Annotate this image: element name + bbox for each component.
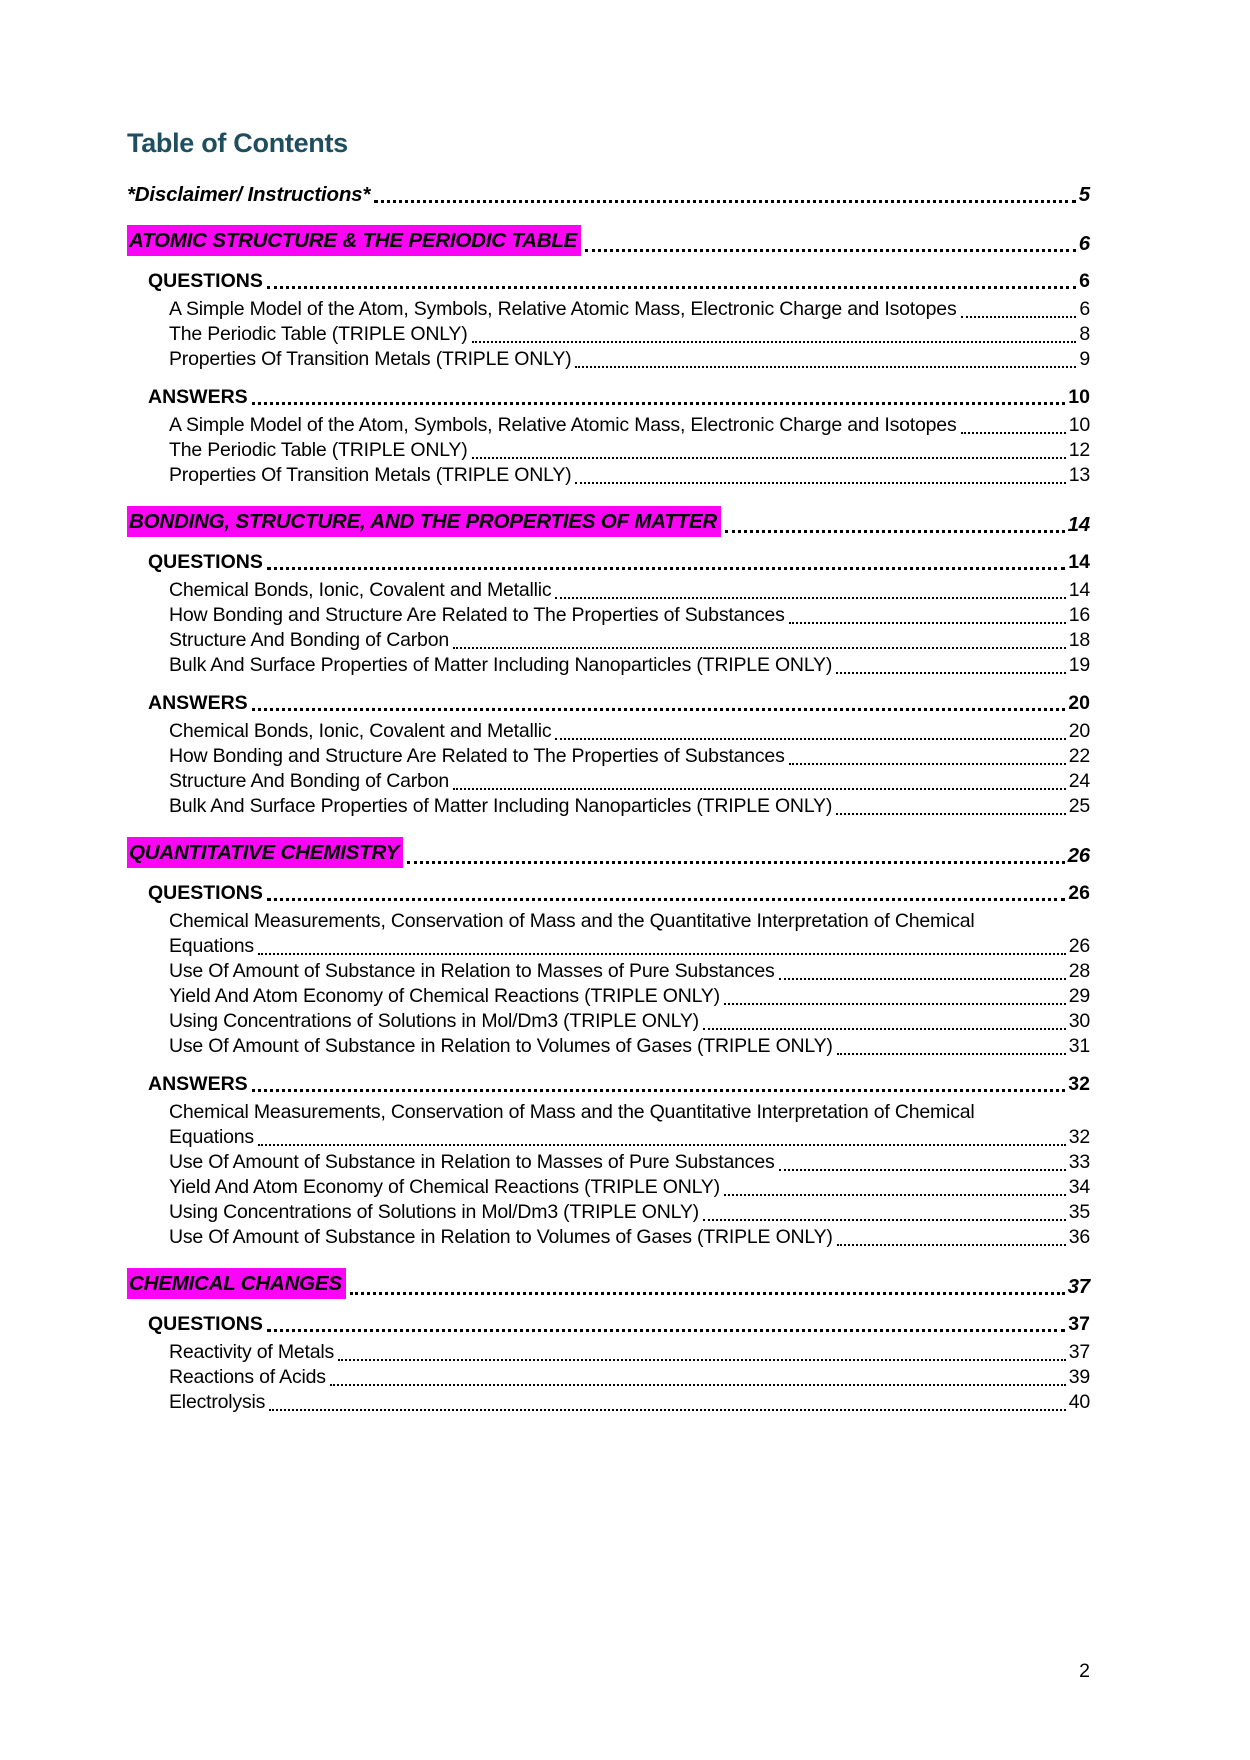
- toc-item[interactable]: [127, 1390, 1090, 1415]
- toc-entry-label: ANSWERS: [148, 692, 248, 714]
- toc-entry-label: Reactions of Acids: [169, 1366, 326, 1388]
- dot-leader: [252, 708, 1066, 711]
- toc-item[interactable]: [127, 1200, 1090, 1225]
- toc-item[interactable]: [127, 744, 1090, 769]
- toc-item[interactable]: [127, 603, 1090, 628]
- toc-page-number: 34: [1068, 1176, 1090, 1198]
- toc-entry-label: QUESTIONS: [148, 270, 263, 292]
- dot-leader: [836, 672, 1066, 674]
- toc-item[interactable]: [127, 347, 1090, 372]
- toc-item[interactable]: [127, 909, 1090, 959]
- toc-item[interactable]: [127, 1009, 1090, 1034]
- dot-leader: [837, 1053, 1066, 1055]
- dot-leader: [724, 1194, 1066, 1196]
- toc-section-quantitative-chemistry[interactable]: [127, 837, 1090, 868]
- toc-page-number: 8: [1079, 323, 1090, 345]
- toc-page-number: 20: [1068, 692, 1090, 714]
- toc-item[interactable]: [127, 1100, 1090, 1150]
- toc-page-number: 40: [1068, 1391, 1090, 1413]
- dot-leader: [575, 366, 1076, 368]
- toc-entry-label-highlighted: ATOMIC STRUCTURE & THE PERIODIC TABLE: [127, 225, 581, 256]
- dot-leader: [703, 1219, 1066, 1221]
- toc-item[interactable]: [127, 1225, 1090, 1250]
- toc-entry-label: Bulk And Surface Properties of Matter Including Nanoparticles (TRIPLE ONLY): [169, 795, 833, 817]
- toc-entry-label: Use Of Amount of Substance in Relation to Masses of Pure Substances: [169, 960, 775, 982]
- toc-item[interactable]: [127, 984, 1090, 1009]
- dot-leader: [252, 402, 1066, 405]
- toc-entry-label: QUESTIONS: [148, 551, 263, 573]
- toc-entry-label: The Periodic Table (TRIPLE ONLY): [169, 323, 468, 345]
- toc-entry-label: Use Of Amount of Substance in Relation to Volumes of Gases (TRIPLE ONLY): [169, 1226, 833, 1248]
- toc-item[interactable]: [127, 438, 1090, 463]
- toc-page-number: 37: [1067, 1275, 1090, 1298]
- toc-subheading-answers[interactable]: [127, 692, 1090, 715]
- toc-entry-label: Structure And Bonding of Carbon: [169, 770, 449, 792]
- toc-entry-label: Yield And Atom Economy of Chemical Reactions (TRIPLE ONLY): [169, 985, 720, 1007]
- toc-subheading-answers[interactable]: [127, 1073, 1090, 1096]
- toc-item[interactable]: [127, 653, 1090, 678]
- dot-leader: [789, 763, 1066, 765]
- toc-entry-label: Chemical Bonds, Ionic, Covalent and Metallic: [169, 579, 552, 601]
- toc-entry-label: QUESTIONS: [148, 1313, 263, 1335]
- dot-leader: [267, 898, 1065, 901]
- toc-entry-label-highlighted: CHEMICAL CHANGES: [127, 1268, 346, 1299]
- toc-page-number: 36: [1068, 1226, 1090, 1248]
- toc-page-number: 25: [1068, 795, 1090, 817]
- toc-item[interactable]: [127, 578, 1090, 603]
- page-title: Table of Contents: [127, 128, 348, 158]
- toc-page-number: 22: [1068, 745, 1090, 767]
- toc-page-number: 16: [1068, 604, 1090, 626]
- toc-subheading-answers[interactable]: [127, 386, 1090, 409]
- toc-entry-label: The Periodic Table (TRIPLE ONLY): [169, 439, 468, 461]
- toc-item[interactable]: [127, 1175, 1090, 1200]
- toc-page-number: 35: [1068, 1201, 1090, 1223]
- toc-page-number: 26: [1067, 844, 1090, 867]
- toc-page-number: 30: [1068, 1010, 1090, 1032]
- toc-section-bonding-structure[interactable]: [127, 506, 1090, 537]
- toc-entry-label: Yield And Atom Economy of Chemical Reactions (TRIPLE ONLY): [169, 1176, 720, 1198]
- toc-entry-label: Bulk And Surface Properties of Matter Including Nanoparticles (TRIPLE ONLY): [169, 654, 833, 676]
- toc-entry-label: A Simple Model of the Atom, Symbols, Relative Atomic Mass, Electronic Charge and Isotopes: [169, 414, 957, 436]
- toc-subheading-questions[interactable]: [127, 882, 1090, 905]
- dot-leader: [330, 1384, 1066, 1386]
- dot-leader: [779, 1169, 1066, 1171]
- toc-entry-label-continued: Equations: [169, 935, 254, 957]
- dot-leader: [472, 341, 1077, 343]
- dot-leader: [258, 953, 1066, 955]
- toc-entry-label: Chemical Measurements, Conservation of Mass and the Quantitative Interpretation of Chemical: [169, 1101, 975, 1123]
- toc-page-number: 14: [1068, 579, 1090, 601]
- toc-entry-label: Chemical Measurements, Conservation of Mass and the Quantitative Interpretation of Chemical: [169, 910, 975, 932]
- toc-entry-label: A Simple Model of the Atom, Symbols, Relative Atomic Mass, Electronic Charge and Isotopes: [169, 298, 957, 320]
- toc-page-number: 14: [1068, 551, 1090, 573]
- dot-leader: [374, 200, 1076, 203]
- toc-entry-label: Reactivity of Metals: [169, 1341, 335, 1363]
- toc-item[interactable]: [127, 297, 1090, 322]
- toc-page-number: 39: [1068, 1366, 1090, 1388]
- toc-entry-label: ANSWERS: [148, 386, 248, 408]
- toc-item[interactable]: [127, 628, 1090, 653]
- toc-page-number: 9: [1079, 348, 1090, 370]
- toc-entry-label: Using Concentrations of Solutions in Mol/Dm3 (TRIPLE ONLY): [169, 1010, 699, 1032]
- toc-entry-label-continued: Equations: [169, 1126, 254, 1148]
- toc-page-number: 24: [1068, 770, 1090, 792]
- dot-leader: [267, 1329, 1065, 1332]
- dot-leader: [267, 286, 1076, 289]
- toc-entry-label: Properties Of Transition Metals (TRIPLE ONLY): [169, 348, 572, 370]
- dot-leader: [453, 788, 1066, 790]
- toc-page-number: 29: [1068, 985, 1090, 1007]
- dot-leader: [555, 597, 1065, 599]
- dot-leader: [407, 861, 1065, 864]
- toc-entry-label: Chemical Bonds, Ionic, Covalent and Metallic: [169, 720, 552, 742]
- toc-entry-label: Electrolysis: [169, 1391, 266, 1413]
- dot-leader: [269, 1409, 1065, 1411]
- dot-leader: [585, 249, 1076, 252]
- toc-page-number: 5: [1078, 183, 1090, 206]
- dot-leader: [703, 1028, 1066, 1030]
- toc-page-number: 20: [1068, 720, 1090, 742]
- toc-page-number: 10: [1068, 414, 1090, 436]
- toc-page-number: 33: [1068, 1151, 1090, 1173]
- toc-section-chemical-changes[interactable]: [127, 1268, 1090, 1299]
- footer-page-number: 2: [1079, 1660, 1090, 1682]
- toc-item[interactable]: [127, 1034, 1090, 1059]
- toc-page-number: 26: [1068, 935, 1090, 957]
- table-of-contents: [127, 183, 1090, 1415]
- toc-item[interactable]: [127, 719, 1090, 744]
- toc-entry-label: Properties Of Transition Metals (TRIPLE ONLY): [169, 464, 572, 486]
- toc-page-number: 32: [1068, 1126, 1090, 1148]
- toc-entry-label: Structure And Bonding of Carbon: [169, 629, 449, 651]
- toc-entry-label: ANSWERS: [148, 1073, 248, 1095]
- toc-page-number: 28: [1068, 960, 1090, 982]
- toc-section-atomic-structure[interactable]: [127, 225, 1090, 256]
- toc-section-disclaimer[interactable]: [127, 183, 1090, 207]
- toc-page-number: 6: [1079, 298, 1090, 320]
- toc-subheading-questions[interactable]: [127, 551, 1090, 574]
- toc-page-number: 31: [1068, 1035, 1090, 1057]
- dot-leader: [555, 738, 1065, 740]
- toc-page-number: 12: [1068, 439, 1090, 461]
- toc-page-number: 10: [1068, 386, 1090, 408]
- toc-page-number: 37: [1068, 1341, 1090, 1363]
- dot-leader: [836, 813, 1066, 815]
- toc-page-number: 13: [1068, 464, 1090, 486]
- dot-leader: [258, 1144, 1066, 1146]
- dot-leader: [779, 978, 1066, 980]
- toc-entry-label: Use Of Amount of Substance in Relation to Volumes of Gases (TRIPLE ONLY): [169, 1035, 833, 1057]
- dot-leader: [961, 432, 1066, 434]
- dot-leader: [575, 482, 1065, 484]
- toc-page-number: 32: [1068, 1073, 1090, 1095]
- dot-leader: [725, 530, 1065, 533]
- dot-leader: [724, 1003, 1066, 1005]
- toc-subheading-questions[interactable]: [127, 270, 1090, 293]
- toc-entry-label: How Bonding and Structure Are Related to The Properties of Substances: [169, 604, 785, 626]
- dot-leader: [252, 1089, 1066, 1092]
- dot-leader: [453, 647, 1066, 649]
- toc-entry-label: *Disclaimer/ Instructions*: [127, 183, 371, 206]
- dot-leader: [472, 457, 1066, 459]
- dot-leader: [350, 1292, 1065, 1295]
- toc-page-number: 6: [1078, 232, 1090, 255]
- toc-page-number: 26: [1068, 882, 1090, 904]
- toc-item[interactable]: [127, 463, 1090, 488]
- dot-leader: [789, 622, 1066, 624]
- toc-subheading-questions[interactable]: [127, 1313, 1090, 1336]
- toc-entry-label: Use Of Amount of Substance in Relation to Masses of Pure Substances: [169, 1151, 775, 1173]
- toc-page-number: 18: [1068, 629, 1090, 651]
- toc-entry-label-highlighted: BONDING, STRUCTURE, AND THE PROPERTIES OF MATTER: [127, 506, 721, 537]
- toc-entry-label: Using Concentrations of Solutions in Mol/Dm3 (TRIPLE ONLY): [169, 1201, 699, 1223]
- toc-item[interactable]: [127, 769, 1090, 794]
- toc-item[interactable]: [127, 959, 1090, 984]
- toc-item[interactable]: [127, 1150, 1090, 1175]
- dot-leader: [837, 1244, 1066, 1246]
- toc-page-number: 14: [1067, 513, 1090, 536]
- dot-leader: [267, 567, 1065, 570]
- toc-page-number: 19: [1068, 654, 1090, 676]
- toc-page-number: 37: [1068, 1313, 1090, 1335]
- toc-entry-label: How Bonding and Structure Are Related to The Properties of Substances: [169, 745, 785, 767]
- toc-item[interactable]: [127, 794, 1090, 819]
- toc-item[interactable]: [127, 413, 1090, 438]
- toc-page-number: 6: [1079, 270, 1090, 292]
- dot-leader: [961, 316, 1077, 318]
- dot-leader: [338, 1359, 1066, 1361]
- toc-item[interactable]: [127, 322, 1090, 347]
- toc-item[interactable]: [127, 1365, 1090, 1390]
- toc-item[interactable]: [127, 1340, 1090, 1365]
- toc-entry-label-highlighted: QUANTITATIVE CHEMISTRY: [127, 837, 403, 868]
- toc-entry-label: QUESTIONS: [148, 882, 263, 904]
